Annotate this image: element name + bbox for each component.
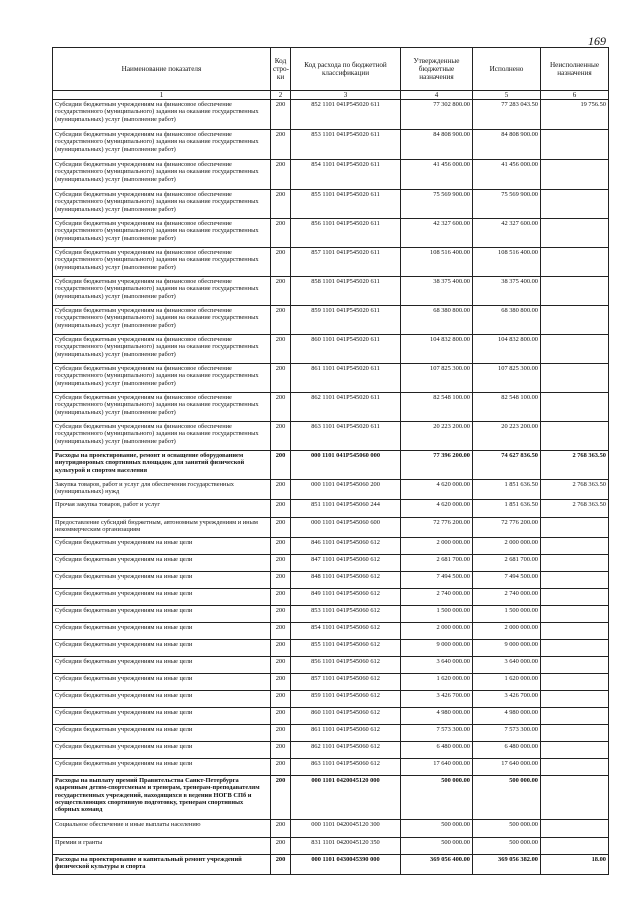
cell-code: 855 1101 041P545060 612 — [291, 640, 401, 657]
cell-unexecuted — [541, 838, 609, 855]
cell-executed: 38 375 400.00 — [473, 277, 541, 306]
cell-executed: 104 832 800.00 — [473, 335, 541, 364]
table-row — [53, 759, 609, 776]
cell-unexecuted — [541, 422, 609, 451]
cell-code: 854 1101 041P545020 611 — [291, 160, 401, 190]
cell-unexecuted — [541, 708, 609, 725]
cell-line: 200 — [271, 219, 291, 248]
cell-approved: 3 640 000.00 — [401, 657, 473, 674]
cell-code: 861 1101 041P545020 611 — [291, 364, 401, 393]
cell-approved: 6 480 000.00 — [401, 742, 473, 759]
cell-code: 857 1101 041P545020 611 — [291, 248, 401, 277]
cell-code: 859 1101 041P545020 611 — [291, 306, 401, 335]
table-row — [53, 422, 609, 451]
cell-code: 856 1101 041P545020 611 — [291, 219, 401, 248]
cell-name: Закупка товаров, работ и услуг для обеспечения государственных (муниципальных) нужд — [53, 480, 271, 500]
cell-line: 200 — [271, 538, 291, 555]
cell-code: 856 1101 041P545060 612 — [291, 657, 401, 674]
cell-approved: 1 500 000.00 — [401, 606, 473, 623]
column-number: 5 — [473, 91, 541, 100]
cell-approved: 104 832 800.00 — [401, 335, 473, 364]
cell-executed: 41 456 000.00 — [473, 160, 541, 190]
cell-code: 862 1101 041P545020 611 — [291, 393, 401, 422]
cell-name: Субсидии бюджетным учреждениям на иные цели — [53, 623, 271, 640]
cell-name: Премии и гранты — [53, 838, 271, 855]
table-row — [53, 708, 609, 725]
table-row — [53, 725, 609, 742]
cell-code: 848 1101 041P545060 612 — [291, 572, 401, 589]
table-row — [53, 306, 609, 335]
cell-executed: 1 620 000.00 — [473, 674, 541, 691]
cell-executed: 77 283 043.50 — [473, 100, 541, 130]
cell-line: 200 — [271, 555, 291, 572]
column-number-row — [53, 91, 609, 100]
cell-unexecuted — [541, 589, 609, 606]
cell-line: 200 — [271, 500, 291, 518]
cell-code: 853 1101 041P545020 611 — [291, 130, 401, 160]
cell-approved: 108 516 400.00 — [401, 248, 473, 277]
cell-executed: 42 327 600.00 — [473, 219, 541, 248]
cell-executed: 20 223 200.00 — [473, 422, 541, 451]
cell-unexecuted — [541, 759, 609, 776]
cell-unexecuted — [541, 393, 609, 422]
cell-code: 853 1101 041P545060 612 — [291, 606, 401, 623]
cell-name: Расходы на выплату премий Правительства Санкт-Петербурга одаренным детям-спортсменам и тренерам, тренерам-преподавателям государственных учреждений, находящихся в ведении НОГВ СПб и осуществляющих спортивную подготовку, тренерам спортивных сборных команд — [53, 776, 271, 820]
cell-code: 000 1101 041P545060 200 — [291, 480, 401, 500]
cell-name: Расходы на проектирование, ремонт и оснащение оборудованием внутридворовых спортивных площадок для занятий физической культурой и спортом населения — [53, 451, 271, 480]
table-row — [53, 555, 609, 572]
cell-approved: 4 620 000.00 — [401, 480, 473, 500]
cell-executed: 500 000.00 — [473, 820, 541, 838]
cell-unexecuted — [541, 364, 609, 393]
cell-unexecuted — [541, 518, 609, 538]
cell-code: 863 1101 041P545020 611 — [291, 422, 401, 451]
cell-code: 847 1101 041P545060 612 — [291, 555, 401, 572]
cell-approved: 9 000 000.00 — [401, 640, 473, 657]
cell-code: 000 1101 0420045120 000 — [291, 776, 401, 820]
budget-execution-table — [52, 47, 609, 875]
table-row — [53, 691, 609, 708]
cell-approved: 4 620 000.00 — [401, 500, 473, 518]
cell-unexecuted — [541, 572, 609, 589]
cell-approved: 2 681 700.00 — [401, 555, 473, 572]
table-row — [53, 248, 609, 277]
cell-unexecuted: 2 768 363.50 — [541, 480, 609, 500]
cell-executed: 4 980 000.00 — [473, 708, 541, 725]
cell-line: 200 — [271, 277, 291, 306]
cell-executed: 2 681 700.00 — [473, 555, 541, 572]
table-row — [53, 219, 609, 248]
cell-line: 200 — [271, 838, 291, 855]
table-row — [53, 657, 609, 674]
cell-executed: 1 851 636.50 — [473, 500, 541, 518]
table-body — [53, 100, 609, 875]
cell-unexecuted — [541, 691, 609, 708]
cell-line: 200 — [271, 335, 291, 364]
cell-name: Субсидии бюджетным учреждениям на финансовое обеспечение государственного (муниципального) задания на оказание государственных (муниципальных) услуг (выполнение работ) — [53, 306, 271, 335]
cell-executed: 2 000 000.00 — [473, 623, 541, 640]
table-row — [53, 674, 609, 691]
cell-code: 849 1101 041P545060 612 — [291, 589, 401, 606]
table-row — [53, 640, 609, 657]
header-executed: Исполнено — [473, 48, 541, 91]
table-row — [53, 190, 609, 219]
cell-code: 857 1101 041P545060 612 — [291, 674, 401, 691]
cell-executed: 107 825 300.00 — [473, 364, 541, 393]
cell-executed: 9 000 000.00 — [473, 640, 541, 657]
cell-line: 200 — [271, 742, 291, 759]
table-row — [53, 500, 609, 518]
cell-approved: 75 569 900.00 — [401, 190, 473, 219]
cell-executed: 75 569 900.00 — [473, 190, 541, 219]
table-row — [53, 606, 609, 623]
cell-name: Субсидии бюджетным учреждениям на финансовое обеспечение государственного (муниципального) задания на оказание государственных (муниципальных) услуг (выполнение работ) — [53, 335, 271, 364]
cell-code: 000 1101 0420045120 300 — [291, 820, 401, 838]
cell-approved: 84 808 900.00 — [401, 130, 473, 160]
cell-approved: 77 302 800.00 — [401, 100, 473, 130]
cell-unexecuted — [541, 725, 609, 742]
cell-unexecuted — [541, 538, 609, 555]
column-number: 2 — [271, 91, 291, 100]
cell-executed: 68 380 800.00 — [473, 306, 541, 335]
cell-unexecuted — [541, 623, 609, 640]
cell-unexecuted — [541, 742, 609, 759]
table-row — [53, 100, 609, 130]
cell-code: 851 1101 041P545060 244 — [291, 500, 401, 518]
cell-line: 200 — [271, 364, 291, 393]
cell-executed: 82 548 100.00 — [473, 393, 541, 422]
cell-code: 852 1101 041P545020 611 — [291, 100, 401, 130]
header-code: Код расхода по бюджетной классификации — [291, 48, 401, 91]
cell-name: Субсидии бюджетным учреждениям на иные цели — [53, 759, 271, 776]
cell-name: Субсидии бюджетным учреждениям на иные цели — [53, 572, 271, 589]
cell-executed: 6 480 000.00 — [473, 742, 541, 759]
cell-name: Прочая закупка товаров, работ и услуг — [53, 500, 271, 518]
cell-line: 200 — [271, 708, 291, 725]
cell-executed: 500 000.00 — [473, 776, 541, 820]
table-row — [53, 855, 609, 875]
cell-line: 200 — [271, 674, 291, 691]
cell-name: Субсидии бюджетным учреждениям на финансовое обеспечение государственного (муниципального) задания на оказание государственных (муниципальных) услуг (выполнение работ) — [53, 364, 271, 393]
cell-approved: 107 825 300.00 — [401, 364, 473, 393]
cell-executed: 84 808 900.00 — [473, 130, 541, 160]
cell-code: 846 1101 041P545060 612 — [291, 538, 401, 555]
cell-line: 200 — [271, 393, 291, 422]
table-row — [53, 538, 609, 555]
cell-approved: 2 740 000.00 — [401, 589, 473, 606]
cell-approved: 17 640 000.00 — [401, 759, 473, 776]
cell-line: 200 — [271, 480, 291, 500]
cell-unexecuted — [541, 657, 609, 674]
cell-executed: 108 516 400.00 — [473, 248, 541, 277]
table-row — [53, 572, 609, 589]
table-row — [53, 589, 609, 606]
cell-name: Субсидии бюджетным учреждениям на финансовое обеспечение государственного (муниципального) задания на оказание государственных (муниципальных) услуг (выполнение работ) — [53, 277, 271, 306]
cell-unexecuted: 19 756.50 — [541, 100, 609, 130]
cell-line: 200 — [271, 691, 291, 708]
cell-line: 200 — [271, 640, 291, 657]
cell-executed: 500 000.00 — [473, 838, 541, 855]
cell-executed: 72 776 200.00 — [473, 518, 541, 538]
cell-line: 200 — [271, 606, 291, 623]
cell-code: 854 1101 041P545060 612 — [291, 623, 401, 640]
cell-name: Субсидии бюджетным учреждениям на финансовое обеспечение государственного (муниципального) задания на оказание государственных (муниципальных) услуг (выполнение работ) — [53, 422, 271, 451]
cell-unexecuted — [541, 674, 609, 691]
cell-code: 855 1101 041P545020 611 — [291, 190, 401, 219]
table-row — [53, 623, 609, 640]
cell-unexecuted: 2 768 363.50 — [541, 451, 609, 480]
table-row — [53, 480, 609, 500]
cell-name: Субсидии бюджетным учреждениям на иные цели — [53, 708, 271, 725]
cell-code: 000 1101 041P545060 600 — [291, 518, 401, 538]
cell-unexecuted — [541, 130, 609, 160]
cell-line: 200 — [271, 160, 291, 190]
cell-unexecuted — [541, 335, 609, 364]
table-row — [53, 393, 609, 422]
cell-approved: 7 494 500.00 — [401, 572, 473, 589]
cell-line: 200 — [271, 759, 291, 776]
cell-approved: 72 776 200.00 — [401, 518, 473, 538]
cell-name: Субсидии бюджетным учреждениям на финансовое обеспечение государственного (муниципального) задания на оказание государственных (муниципальных) услуг (выполнение работ) — [53, 190, 271, 219]
cell-name: Субсидии бюджетным учреждениям на финансовое обеспечение государственного (муниципального) задания на оказание государственных (муниципальных) услуг (выполнение работ) — [53, 393, 271, 422]
column-number: 3 — [291, 91, 401, 100]
cell-executed: 2 740 000.00 — [473, 589, 541, 606]
cell-approved: 38 375 400.00 — [401, 277, 473, 306]
cell-executed: 74 627 836.50 — [473, 451, 541, 480]
cell-approved: 68 380 800.00 — [401, 306, 473, 335]
header-approved: Утвержденные бюджетные назначения — [401, 48, 473, 91]
cell-name: Субсидии бюджетным учреждениям на финансовое обеспечение государственного (муниципального) задания на оказание государственных (муниципальных) услуг (выполнение работ) — [53, 130, 271, 160]
cell-code: 000 1101 0430045390 000 — [291, 855, 401, 875]
cell-executed: 369 056 382.00 — [473, 855, 541, 875]
cell-name: Субсидии бюджетным учреждениям на иные цели — [53, 691, 271, 708]
cell-unexecuted — [541, 277, 609, 306]
cell-approved: 2 000 000.00 — [401, 623, 473, 640]
cell-line: 200 — [271, 725, 291, 742]
cell-name: Социальное обеспечение и иные выплаты населению — [53, 820, 271, 838]
cell-unexecuted — [541, 160, 609, 190]
cell-name: Субсидии бюджетным учреждениям на финансовое обеспечение государственного (муниципального) задания на оказание государственных (муниципальных) услуг (выполнение работ) — [53, 219, 271, 248]
cell-code: 860 1101 041P545020 611 — [291, 335, 401, 364]
cell-code: 861 1101 041P545060 612 — [291, 725, 401, 742]
cell-name: Субсидии бюджетным учреждениям на финансовое обеспечение государственного (муниципального) задания на оказание государственных (муниципальных) услуг (выполнение работ) — [53, 100, 271, 130]
header-line: Код стро-ки — [271, 48, 291, 91]
cell-unexecuted — [541, 190, 609, 219]
cell-approved: 2 000 000.00 — [401, 538, 473, 555]
cell-name: Предоставление субсидий бюджетным, автономным учреждениям и иным некоммерческим организациям — [53, 518, 271, 538]
cell-code: 862 1101 041P545060 612 — [291, 742, 401, 759]
table-row — [53, 820, 609, 838]
cell-line: 200 — [271, 100, 291, 130]
cell-line: 200 — [271, 855, 291, 875]
cell-unexecuted — [541, 555, 609, 572]
cell-line: 200 — [271, 572, 291, 589]
column-number: 1 — [53, 91, 271, 100]
table-header-row — [53, 48, 609, 91]
cell-line: 200 — [271, 589, 291, 606]
table-row — [53, 451, 609, 480]
cell-name: Субсидии бюджетным учреждениям на иные цели — [53, 742, 271, 759]
cell-approved: 500 000.00 — [401, 838, 473, 855]
cell-line: 200 — [271, 623, 291, 640]
cell-name: Субсидии бюджетным учреждениям на иные цели — [53, 538, 271, 555]
cell-executed: 17 640 000.00 — [473, 759, 541, 776]
cell-executed: 1 851 636.50 — [473, 480, 541, 500]
cell-line: 200 — [271, 422, 291, 451]
cell-unexecuted — [541, 640, 609, 657]
table-row — [53, 742, 609, 759]
cell-executed: 2 000 000.00 — [473, 538, 541, 555]
cell-unexecuted — [541, 306, 609, 335]
cell-name: Субсидии бюджетным учреждениям на иные цели — [53, 674, 271, 691]
column-number: 4 — [401, 91, 473, 100]
cell-executed: 3 426 700.00 — [473, 691, 541, 708]
cell-unexecuted — [541, 776, 609, 820]
cell-executed: 1 500 000.00 — [473, 606, 541, 623]
cell-unexecuted — [541, 606, 609, 623]
cell-unexecuted: 2 768 363.50 — [541, 500, 609, 518]
cell-approved: 3 426 700.00 — [401, 691, 473, 708]
cell-code: 863 1101 041P545060 612 — [291, 759, 401, 776]
cell-line: 200 — [271, 657, 291, 674]
header-unexecuted: Неисполненные назначения — [541, 48, 609, 91]
cell-code: 860 1101 041P545060 612 — [291, 708, 401, 725]
cell-code: 000 1101 041P545060 000 — [291, 451, 401, 480]
cell-name: Расходы на проектирование и капитальный ремонт учреждений физической культуры и спорта — [53, 855, 271, 875]
cell-name: Субсидии бюджетным учреждениям на иные цели — [53, 640, 271, 657]
cell-code: 831 1101 0420045120 350 — [291, 838, 401, 855]
cell-name: Субсидии бюджетным учреждениям на иные цели — [53, 606, 271, 623]
cell-executed: 7 494 500.00 — [473, 572, 541, 589]
header-name: Наименование показателя — [53, 48, 271, 91]
cell-code: 859 1101 041P545060 612 — [291, 691, 401, 708]
cell-executed: 7 573 300.00 — [473, 725, 541, 742]
cell-name: Субсидии бюджетным учреждениям на финансовое обеспечение государственного (муниципального) задания на оказание государственных (муниципальных) услуг (выполнение работ) — [53, 248, 271, 277]
cell-line: 200 — [271, 776, 291, 820]
table-row — [53, 518, 609, 538]
table-row — [53, 277, 609, 306]
table-row — [53, 335, 609, 364]
cell-line: 200 — [271, 451, 291, 480]
page-number: 169 — [588, 34, 606, 48]
cell-code: 858 1101 041P545020 611 — [291, 277, 401, 306]
cell-approved: 1 620 000.00 — [401, 674, 473, 691]
cell-approved: 7 573 300.00 — [401, 725, 473, 742]
cell-unexecuted — [541, 248, 609, 277]
table-row — [53, 776, 609, 820]
table-row — [53, 130, 609, 160]
cell-line: 200 — [271, 306, 291, 335]
cell-executed: 3 640 000.00 — [473, 657, 541, 674]
cell-approved: 42 327 600.00 — [401, 219, 473, 248]
cell-approved: 500 000.00 — [401, 820, 473, 838]
cell-unexecuted: 18.00 — [541, 855, 609, 875]
cell-approved: 369 056 400.00 — [401, 855, 473, 875]
cell-approved: 4 980 000.00 — [401, 708, 473, 725]
cell-line: 200 — [271, 820, 291, 838]
cell-line: 200 — [271, 248, 291, 277]
column-number: 6 — [541, 91, 609, 100]
cell-line: 200 — [271, 518, 291, 538]
cell-approved: 82 548 100.00 — [401, 393, 473, 422]
cell-approved: 20 223 200.00 — [401, 422, 473, 451]
cell-name: Субсидии бюджетным учреждениям на финансовое обеспечение государственного (муниципального) задания на оказание государственных (муниципальных) услуг (выполнение работ) — [53, 160, 271, 190]
cell-name: Субсидии бюджетным учреждениям на иные цели — [53, 555, 271, 572]
cell-approved: 500 000.00 — [401, 776, 473, 820]
cell-unexecuted — [541, 219, 609, 248]
cell-approved: 41 456 000.00 — [401, 160, 473, 190]
table-row — [53, 160, 609, 190]
cell-name: Субсидии бюджетным учреждениям на иные цели — [53, 589, 271, 606]
cell-name: Субсидии бюджетным учреждениям на иные цели — [53, 657, 271, 674]
table-row — [53, 838, 609, 855]
cell-name: Субсидии бюджетным учреждениям на иные цели — [53, 725, 271, 742]
cell-unexecuted — [541, 820, 609, 838]
cell-line: 200 — [271, 190, 291, 219]
cell-line: 200 — [271, 130, 291, 160]
cell-approved: 77 396 200.00 — [401, 451, 473, 480]
table-row — [53, 364, 609, 393]
